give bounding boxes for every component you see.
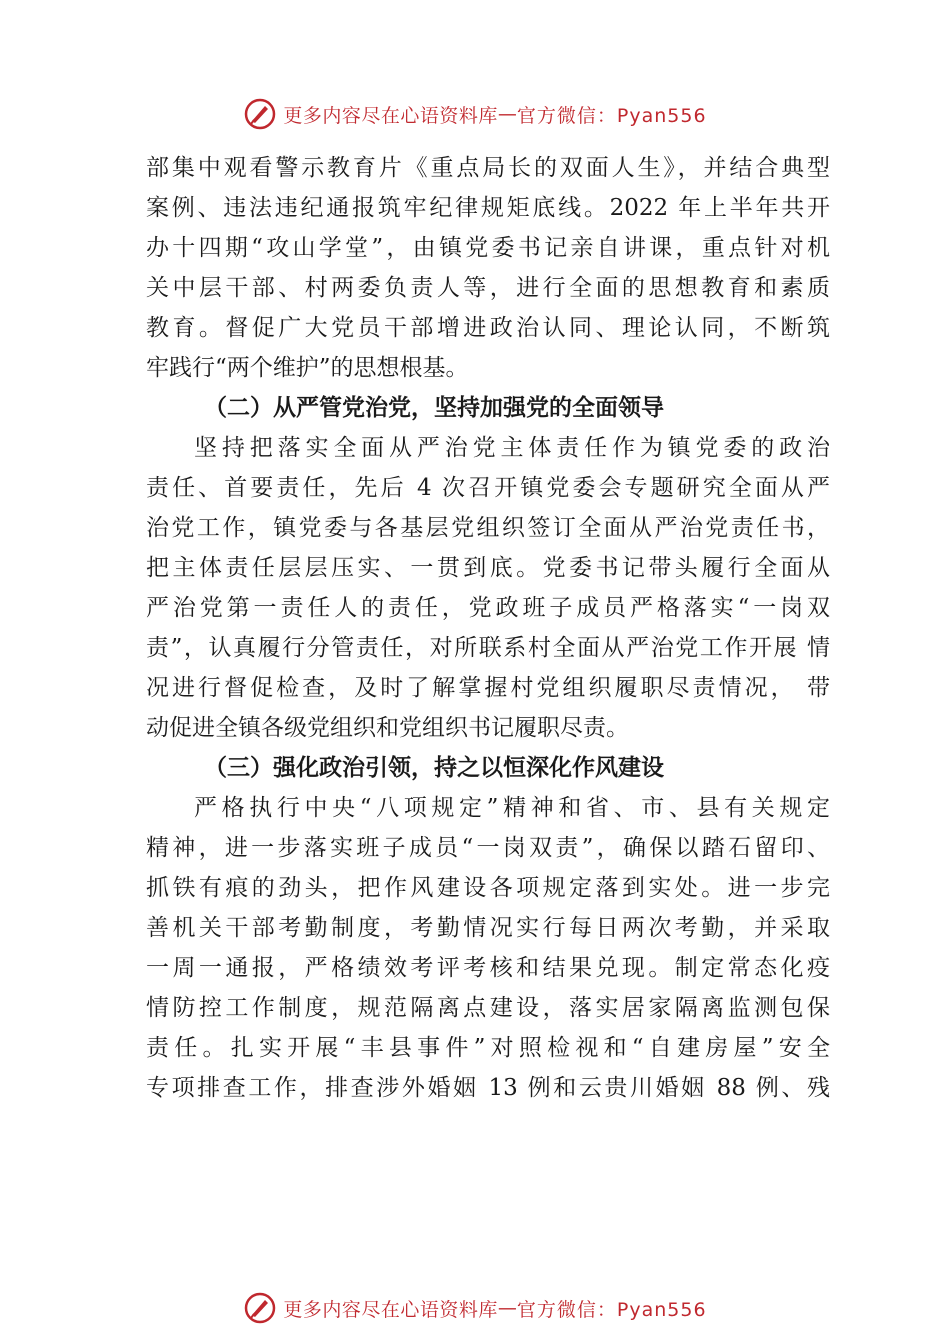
text-line: 关中层干部、村两委负责人等，进行全面的思想教育和素质 [146, 275, 830, 301]
text-line: 责任、首要责任，先后 4 次召开镇党委会专题研究全面从严 [146, 475, 830, 501]
header-left-text: 更多内容尽在心语资料库 [283, 104, 498, 127]
header-banner [0, 94, 950, 134]
text-line: 一周一通报，严格绩效考评考核和结果兑现。制定常态化疫 [146, 955, 830, 981]
text-line: 情防控工作制度，规范隔离点建设，落实居家隔离监测包保 [146, 995, 830, 1021]
footer-right-text: 官方微信：Pyan556 [516, 1298, 707, 1321]
header-dash: — [497, 103, 517, 125]
text-line: 案例、违法违纪通报筑牢纪律规矩底线。2022 年上半年共开 [146, 195, 830, 221]
quill-logo-icon [243, 1291, 277, 1325]
text-line: 严治党第一责任人的责任，党政班子成员严格落实“一岗双 [146, 595, 830, 621]
footer-dash: — [497, 1297, 517, 1319]
section-3-paragraph [146, 788, 830, 1108]
paragraph-1 [146, 148, 830, 388]
text-line: 责”，认真履行分管责任，对所联系村全面从严治党工作开展 情 [146, 635, 830, 661]
text-line: 坚持把落实全面从严治党主体责任作为镇党委的政治 [194, 435, 830, 461]
text-line: 责任。扎实开展“丰县事件”对照检视和“自建房屋”安全 [146, 1035, 830, 1061]
text-line: 善机关干部考勤制度，考勤情况实行每日两次考勤，并采取 [146, 915, 830, 941]
text-line: 牢践行“两个维护”的思想根基。 [146, 355, 469, 381]
quill-logo-icon [243, 97, 277, 131]
text-line: 抓铁有痕的劲头，把作风建设各项规定落到实处。进一步完 [146, 875, 830, 901]
header-right-text: 官方微信：Pyan556 [516, 104, 707, 127]
section-2-paragraph [146, 428, 830, 748]
document-body [146, 148, 830, 1108]
text-line: 严格执行中央“八项规定”精神和省、市、县有关规定 [194, 795, 830, 821]
text-line: 治党工作，镇党委与各基层党组织签订全面从严治党责任书， [146, 515, 830, 541]
text-line: 精神，进一步落实班子成员“一岗双责”，确保以踏石留印、 [146, 835, 830, 861]
text-line: 办十四期“攻山学堂”，由镇党委书记亲自讲课，重点针对机 [146, 235, 830, 261]
section-3-heading: （三）强化政治引领，持之以恒深化作风建设 [204, 754, 664, 781]
text-line: 专项排查工作，排查涉外婚姻 13 例和云贵川婚姻 88 例、残 [146, 1075, 830, 1101]
footer-banner [0, 1288, 950, 1328]
text-line: 况进行督促检查，及时了解掌握村党组织履职尽责情况， 带 [146, 675, 830, 701]
footer-left-text: 更多内容尽在心语资料库 [283, 1298, 498, 1321]
text-line: 部集中观看警示教育片《重点局长的双面人生》，并结合典型 [146, 155, 830, 181]
section-2-heading: （二）从严管党治党，坚持加强党的全面领导 [204, 394, 664, 421]
text-line: 动促进全镇各级党组织和党组织书记履职尽责。 [146, 715, 629, 741]
text-line: 教育。督促广大党员干部增进政治认同、理论认同，不断筑 [146, 315, 830, 341]
text-line: 把主体责任层层压实、一贯到底。党委书记带头履行全面从 [146, 555, 830, 581]
